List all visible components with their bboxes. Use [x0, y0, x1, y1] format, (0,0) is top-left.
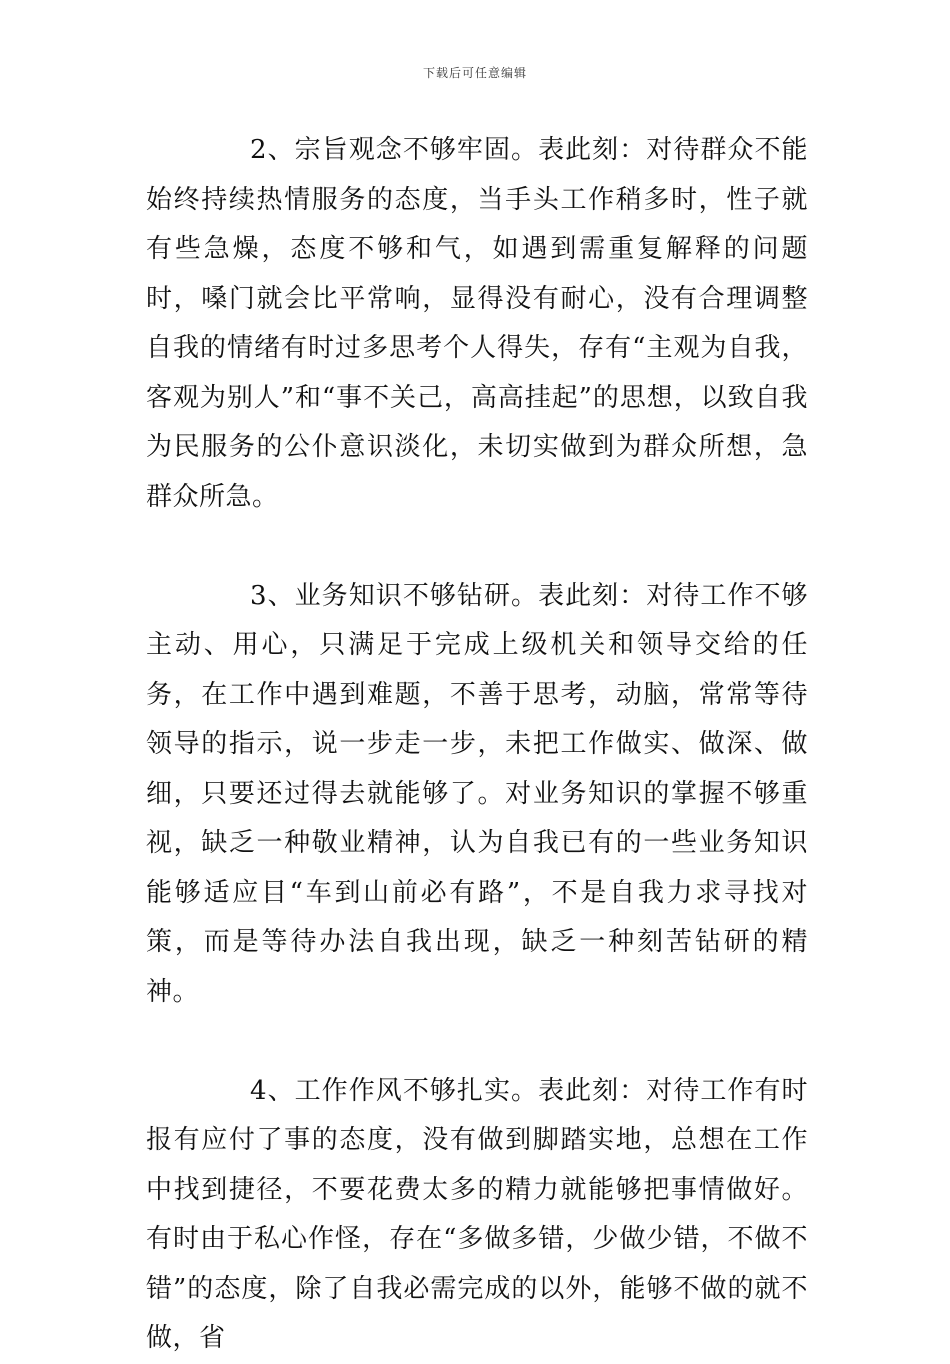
paragraph-item-2: 2、宗旨观念不够牢固。表此刻：对待群众不能始终持续热情服务的态度，当手头工作稍多时，性子就有些急燥，态度不够和气，如遇到需重复解释的问题时，嗓门就会比平常响，显得没有耐心，没有合理调整自我的情绪有时过多思考个人得失，存有“主观为自我，客观为别人”和“事不关己，高高挂起”的思想，以致自我为民服务的公仆意识淡化，未切实做到为群众所想，急群众所急。 — [146, 135, 808, 512]
paragraph-item-4: 4、工作作风不够扎实。表此刻：对待工作有时报有应付了事的态度，没有做到脚踏实地，总想在工作中找到捷径，不要花费太多的精力就能够把事情做好。有时由于私心作怪，存在“多做多错，少做少错，不做不错”的态度，除了自我必需完成的以外，能够不做的就不做，省 — [146, 1075, 808, 1353]
page-header-note: 下载后可任意编辑 — [422, 66, 527, 80]
document-body — [146, 126, 808, 1364]
paragraph-item-3: 3、业务知识不够钻研。表此刻：对待工作不够主动、用心，只满足于完成上级机关和领导交给的任务，在工作中遇到难题，不善于思考，动脑，常常等待领导的指示，说一步走一步，未把工作做实、做深、做细，只要还过得去就能够了。对业务知识的掌握不够重视，缺乏一种敬业精神，认为自我已有的一些业务知识能够适应目“车到山前必有路”，不是自我力求寻找对策，而是等待办法自我出现，缺乏一种刻苦钻研的精神。 — [146, 580, 808, 1007]
